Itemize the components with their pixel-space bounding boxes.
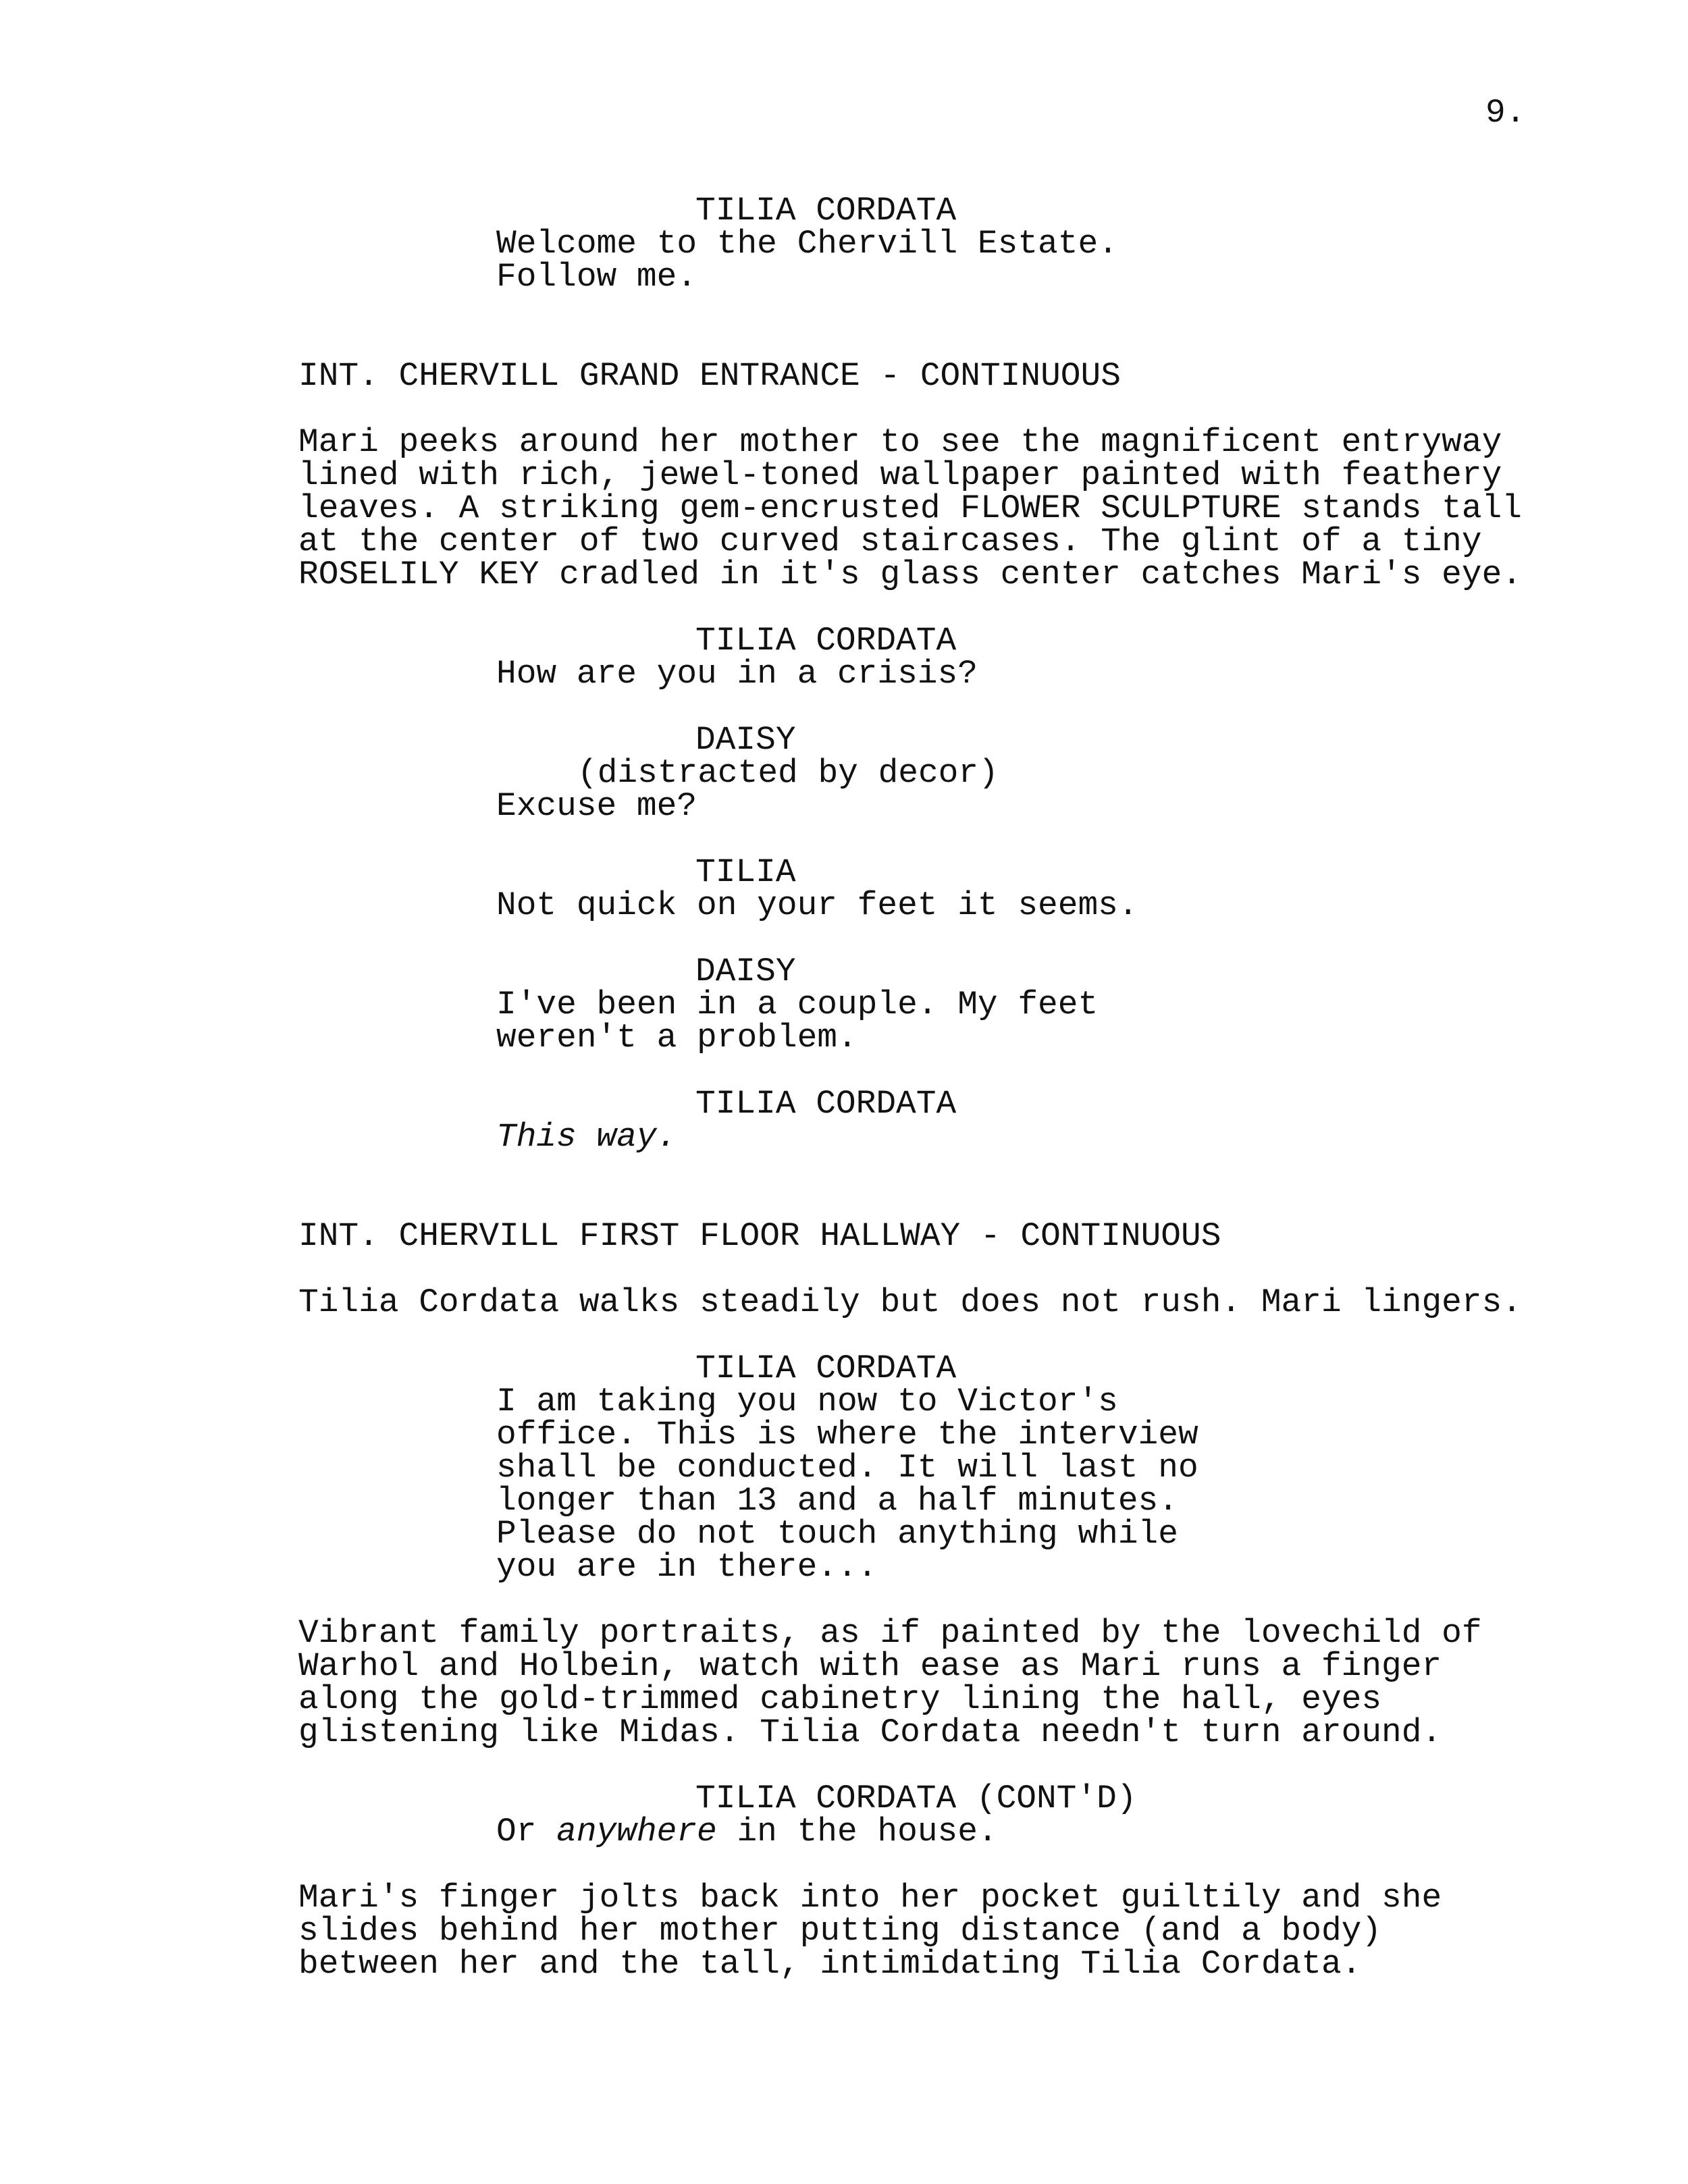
parenthetical: (distracted by decor) xyxy=(577,754,999,792)
dialogue-line: How are you in a crisis? xyxy=(496,655,978,693)
dialogue-line: Follow me. xyxy=(496,258,697,296)
action-line: Warhol and Holbein, watch with ease as Mari runs a finger xyxy=(298,1647,1442,1685)
dialogue-line: Excuse me? xyxy=(496,787,697,825)
action-line: lined with rich, jewel-toned wallpaper painted with feathery xyxy=(298,456,1502,494)
dialogue-line: weren't a problem. xyxy=(496,1019,858,1057)
character-name: TILIA CORDATA xyxy=(695,192,957,230)
dialogue-line: Please do not touch anything while xyxy=(496,1515,1178,1553)
scene-heading: INT. CHERVILL GRAND ENTRANCE - CONTINUOUS xyxy=(298,357,1121,395)
dialogue-text: in the house. xyxy=(716,1813,998,1850)
character-name: TILIA CORDATA (CONT'D) xyxy=(695,1780,1137,1817)
action-line: Tilia Cordata walks steadily but does not rush. Mari lingers. xyxy=(298,1283,1522,1321)
dialogue-text: Or xyxy=(496,1813,557,1850)
character-name: TILIA xyxy=(695,853,796,891)
dialogue-line: longer than 13 and a half minutes. xyxy=(496,1482,1178,1520)
action-line: glistening like Midas. Tilia Cordata needn't turn around. xyxy=(298,1713,1442,1751)
page-number: 9. xyxy=(1485,94,1526,132)
dialogue-line: Not quick on your feet it seems. xyxy=(496,886,1138,924)
dialogue-line: This way. xyxy=(496,1118,677,1156)
character-name: TILIA CORDATA xyxy=(695,622,957,660)
dialogue-line: shall be conducted. It will last no xyxy=(496,1449,1198,1487)
dialogue-line: I've been in a couple. My feet xyxy=(496,986,1099,1023)
action-line: between her and the tall, intimidating Tilia Cordata. xyxy=(298,1945,1362,1983)
action-line: along the gold-trimmed cabinetry lining the hall, eyes xyxy=(298,1680,1382,1718)
dialogue-line: office. This is where the interview xyxy=(496,1416,1198,1454)
dialogue-line: I am taking you now to Victor's xyxy=(496,1383,1118,1420)
action-line: ROSELILY KEY cradled in it's glass center catches Mari's eye. xyxy=(298,556,1522,593)
character-name: TILIA CORDATA xyxy=(695,1085,957,1123)
action-line: slides behind her mother putting distance (and a body) xyxy=(298,1912,1382,1950)
action-line: Vibrant family portraits, as if painted by the lovechild of xyxy=(298,1614,1482,1652)
dialogue-line: Welcome to the Chervill Estate. xyxy=(496,225,1118,263)
action-line: Mari peeks around her mother to see the magnificent entryway xyxy=(298,423,1502,461)
character-name: DAISY xyxy=(695,953,796,990)
dialogue-line: you are in there... xyxy=(496,1548,878,1586)
dialogue-line xyxy=(496,1815,998,1848)
character-name: TILIA CORDATA xyxy=(695,1350,957,1387)
action-line: leaves. A striking gem-encrusted FLOWER SCULPTURE stands tall xyxy=(298,489,1522,527)
emphasized-word: anywhere xyxy=(556,1813,717,1850)
action-line: at the center of two curved staircases. The glint of a tiny xyxy=(298,523,1482,560)
action-line: Mari's finger jolts back into her pocket guiltily and she xyxy=(298,1879,1442,1917)
scene-heading: INT. CHERVILL FIRST FLOOR HALLWAY - CONTINUOUS xyxy=(298,1217,1221,1255)
character-name: DAISY xyxy=(695,721,796,759)
